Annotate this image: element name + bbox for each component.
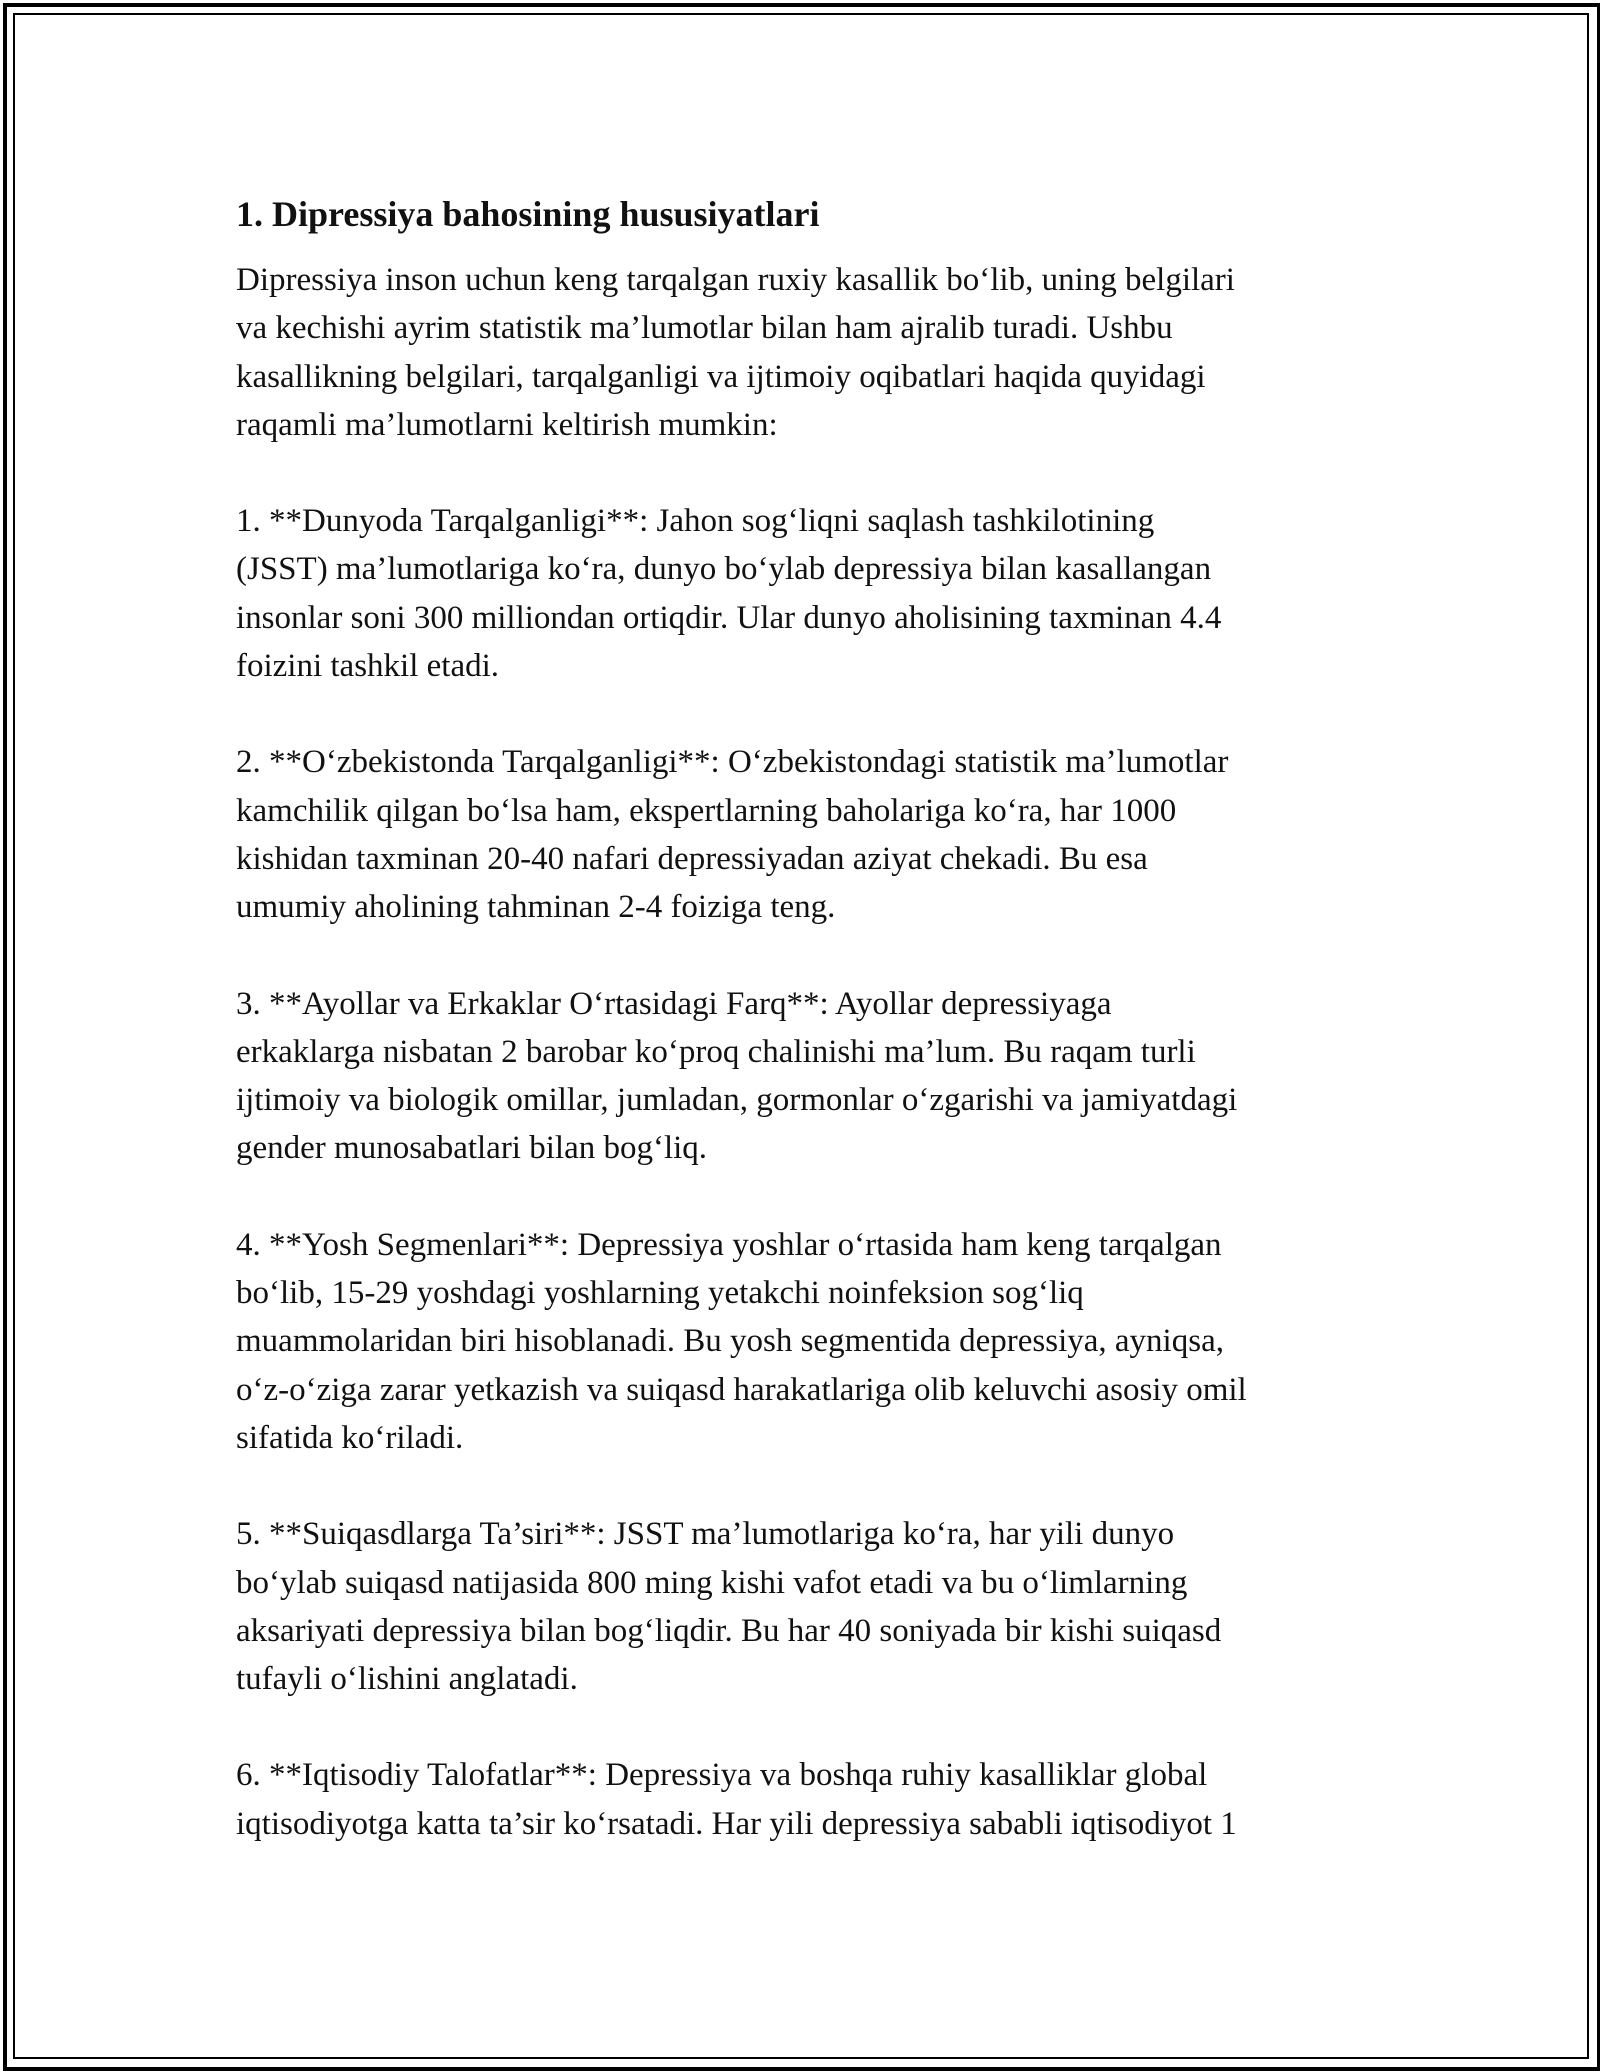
section-heading: 1. Dipressiya bahosining hususiyatlari: [236, 194, 820, 234]
document-body: [236, 182, 1366, 1848]
list-item-uzbekistan-prevalence: 2. **O‘zbekistonda Tarqalganligi**: O‘zbekistondagi statistik ma’lumotlar kamchilik qilgan bo‘lsa ham, ekspertlarning baholariga ko‘ra, har 1000 kishidan taxminan 20-40 nafari depressiyadan aziyat chekadi. Bu esa umumiy aholining tahminan 2-4 foiziga teng.: [236, 744, 1229, 926]
list-item-age-segments: 4. **Yosh Segmenlari**: Depressiya yoshlar o‘rtasida ham keng tarqalgan bo‘lib, 15-29 yoshdagi yoshlarning yetakchi noinfeksion sog‘liq muammolaridan biri hisoblanadi. Bu yosh segmentida depressiya, ayniqsa, o‘z-o‘ziga zarar yetkazish va suiqasd harakatlariga olib keluvchi asosiy omil sifatida ko‘riladi.: [236, 1226, 1247, 1456]
list-item-suicide-impact: 5. **Suiqasdlarga Ta’siri**: JSST ma’lumotlariga ko‘ra, har yili dunyo bo‘ylab suiqasd natijasida 800 ming kishi vafot etadi va bu o‘limlarning aksariyati depressiya bilan bog‘liqdir. Bu har 40 soniyada bir kishi suiqasd tufayli o‘lishini anglatadi.: [236, 1516, 1222, 1698]
list-item-economic-losses: 6. **Iqtisodiy Talofatlar**: Depressiya va boshqa ruhiy kasalliklar global iqtisodiyotga katta ta’sir ko‘rsatadi. Har yili depressiya sababli iqtisodiyot 1: [236, 1757, 1237, 1842]
intro-paragraph: Dipressiya inson uchun keng tarqalgan ruxiy kasallik bo‘lib, uning belgilari va kechishi ayrim statistik ma’lumotlar bilan ham ajralib turadi. Ushbu kasallikning belgilari, tarqalganligi va ijtimoiy oqibatlari haqida quyidagi raqamli ma’lumotlarni keltirish mumkin:: [236, 262, 1235, 443]
list-item-world-prevalence: 1. **Dunyoda Tarqalganligi**: Jahon sog‘liqni saqlash tashkilotining (JSST) ma’lumotlariga ko‘ra, dunyo bo‘ylab depressiya bilan kasallangan insonlar soni 300 milliondan ortiqdir. Ular dunyo aholisining taxminan 4.4 foizini tashkil etadi.: [236, 503, 1222, 685]
list-item-gender-difference: 3. **Ayollar va Erkaklar O‘rtasidagi Farq**: Ayollar depressiyaga erkaklarga nisbatan 2 barobar ko‘proq chalinishi ma’lum. Bu raqam turli ijtimoiy va biologik omillar, jumladan, gormonlar o‘zgarishi va jamiyatdagi gender munosabatlari bilan bog‘liq.: [236, 985, 1238, 1167]
